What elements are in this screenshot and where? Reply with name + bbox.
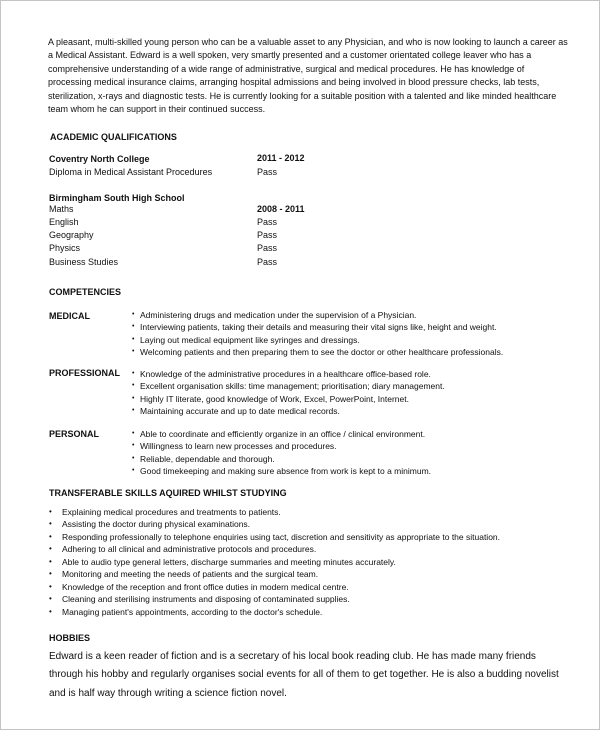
list-item: • Knowledge of the administrative procedures in a healthcare office-based role. (132, 368, 445, 380)
subject-result: Pass (257, 257, 278, 267)
list-item: • Interviewing patients, taking their details and measuring their vital signs like, height and weight. (132, 321, 503, 333)
list-item: • Managing patient's appointments, according to the doctor's schedule. (49, 606, 500, 618)
subject-result: Pass (257, 217, 278, 227)
subject-result: 2008 - 2011 (257, 204, 305, 214)
competency-label-medical: MEDICAL (49, 311, 90, 321)
list-item: • Able to coordinate and efficiently organize in an office / clinical environment. (132, 428, 431, 440)
college-course: Diploma in Medical Assistant Procedures (49, 167, 213, 177)
list-item: • Laying out medical equipment like syringes and dressings. (132, 334, 503, 346)
academic-heading: ACADEMIC QUALIFICATIONS (50, 132, 177, 142)
hobbies-paragraph: Edward is a keen reader of fiction and is a secretary of his local book reading club. He has made many friends through his hobby and regularly organises social events for all of them to get together. He is also a budding novelist and is half way through writing a science fiction novel. (49, 651, 559, 699)
medical-list (132, 309, 503, 359)
list-item: • Administering drugs and medication under the supervision of a Physician. (132, 309, 503, 321)
list-item: • Adhering to all clinical and administrative protocols and procedures. (49, 543, 500, 555)
list-item: • Assisting the doctor during physical examinations. (49, 518, 500, 530)
college-result: Pass (257, 167, 278, 177)
professional-list (132, 368, 445, 418)
subject: Geography (49, 230, 94, 240)
list-item: • Monitoring and meeting the needs of patients and the surgical team. (49, 568, 500, 580)
school-name: Birmingham South High School (49, 193, 185, 203)
list-item: • Explaining medical procedures and treatments to patients. (49, 506, 500, 518)
hobbies-heading: HOBBIES (49, 633, 91, 643)
summary-paragraph: A pleasant, multi-skilled young person who can be a valuable asset to any Physician, and who is now looking to launch a career as a Medical Assistant. Edward is a well spoken, very smartly presented and a customer orientated college leaver who has a comprehensive understanding of a wide range of administrative, surgical and medical procedures. He has knowledge of processing medical insurance claims, arranging hospital admissions and being involved in blood pressure checks, lab tests, sterilization, x-rays and diagnostic tests. He is currently looking for a suitable position with a talented and like minded healthcare team whom he can support in their continued success. (48, 37, 568, 115)
list-item: • Able to audio type general letters, discharge summaries and meeting minutes accurately. (49, 556, 500, 568)
list-item: • Responding professionally to telephone enquiries using tact, discretion and sensitivity as appropriate to the situation. (49, 531, 500, 543)
college-name: Coventry North College (49, 154, 150, 164)
list-item: • Welcoming patients and then preparing them to see the doctor or other healthcare professionals. (132, 346, 503, 358)
competency-label-personal: PERSONAL (49, 429, 100, 439)
list-item: • Excellent organisation skills: time management; prioritisation; diary management. (132, 380, 445, 392)
list-item: • Willingness to learn new processes and procedures. (132, 440, 431, 452)
list-item: • Cleaning and sterilising instruments and disposing of contaminated supplies. (49, 593, 500, 605)
list-item: • Good timekeeping and making sure absence from work is kept to a minimum. (132, 465, 431, 477)
college-years: 2011 - 2012 (257, 153, 305, 163)
list-item: • Highly IT literate, good knowledge of Work, Excel, PowerPoint, Internet. (132, 393, 445, 405)
subject: Business Studies (49, 257, 119, 267)
list-item: • Reliable, dependable and thorough. (132, 453, 431, 465)
competencies-heading: COMPETENCIES (49, 287, 122, 297)
subject-result: Pass (257, 230, 278, 240)
subject: Maths (49, 204, 74, 214)
subject: Physics (49, 243, 81, 253)
list-item: • Maintaining accurate and up to date medical records. (132, 405, 445, 417)
competency-label-professional: PROFESSIONAL (49, 368, 121, 378)
transferable-list (49, 506, 500, 618)
subject: English (49, 217, 79, 227)
list-item: • Knowledge of the reception and front office duties in modern medical centre. (49, 581, 500, 593)
transferable-heading: TRANSFERABLE SKILLS AQUIRED WHILST STUDYING (49, 488, 287, 498)
personal-list (132, 428, 431, 478)
subject-result: Pass (257, 243, 278, 253)
